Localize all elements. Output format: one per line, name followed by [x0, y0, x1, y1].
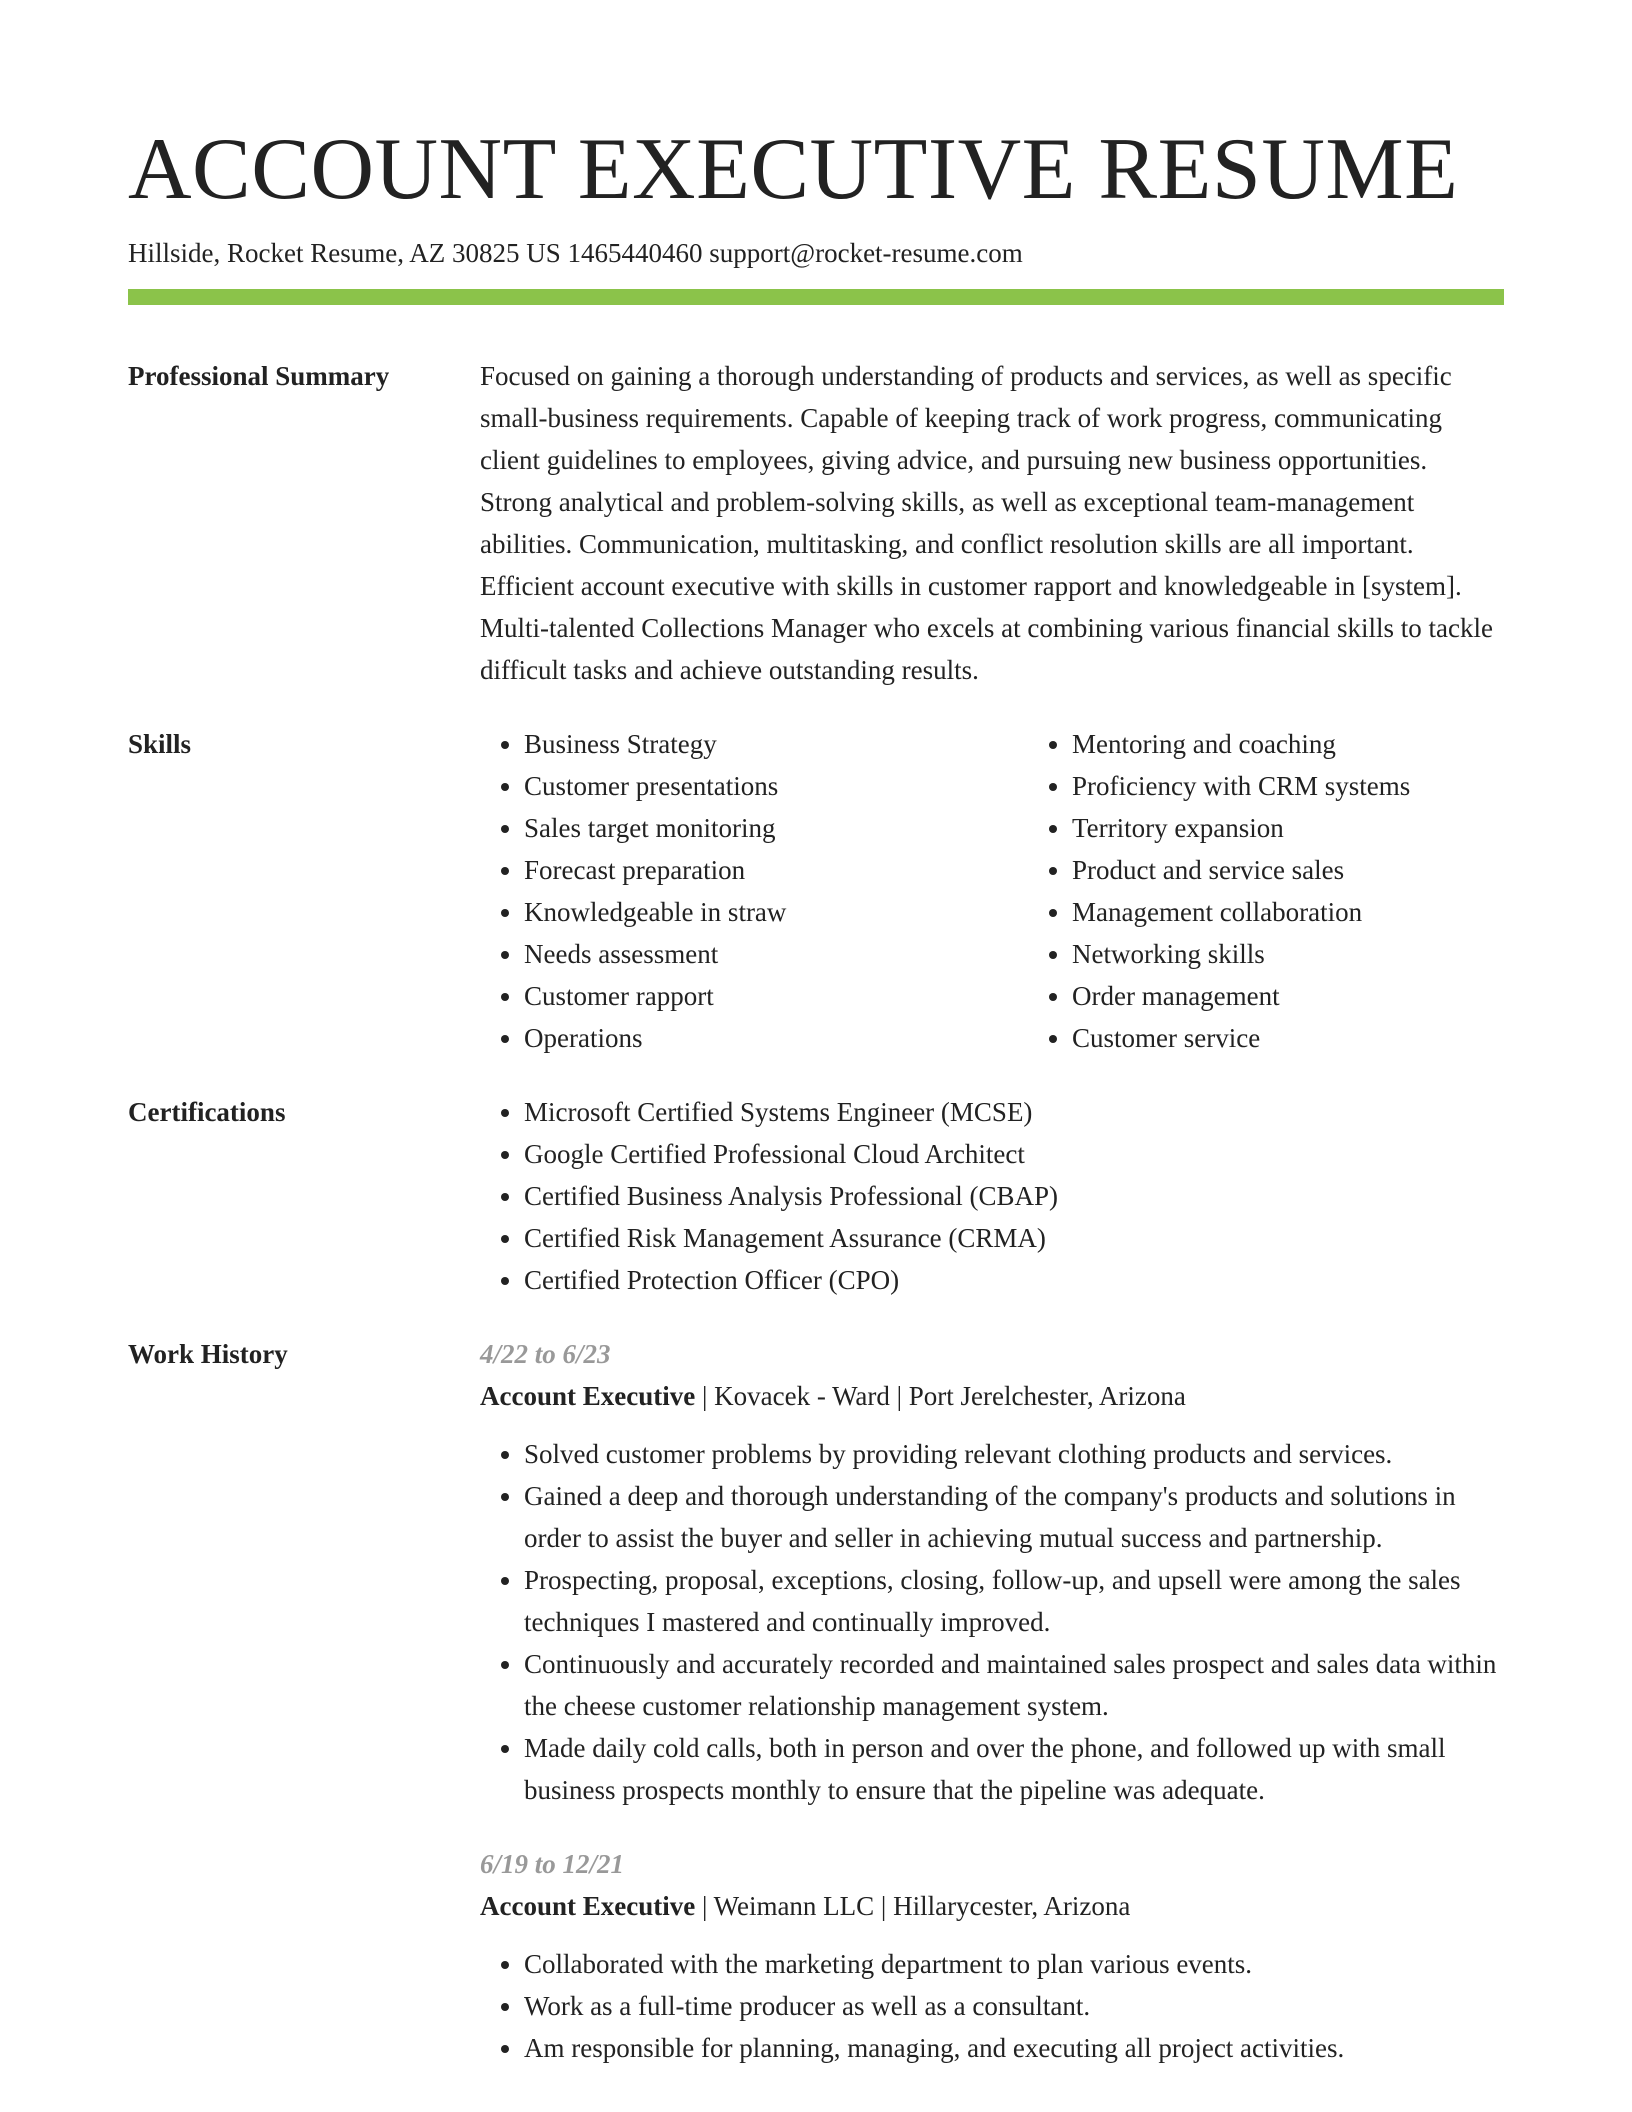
skill-item: • Management collaboration: [1072, 891, 1572, 933]
skill-item: • Customer service: [1072, 1017, 1572, 1059]
certifications-list: [480, 1091, 1504, 1301]
section-label-summary: Professional Summary: [128, 361, 390, 391]
skill-item: • Sales target monitoring: [524, 807, 1028, 849]
resume-title: ACCOUNT EXECUTIVE RESUME: [128, 121, 1459, 218]
job-bullet: • Solved customer problems by providing relevant clothing products and services.: [524, 1433, 1504, 1475]
job-bullet: • Am responsible for planning, managing, and executing all project activities.: [524, 2027, 1504, 2069]
job-employer-location: | Weimann LLC | Hillarycester, Arizona: [695, 1891, 1131, 1921]
certification-item: • Certified Risk Management Assurance (CRMA): [524, 1217, 1504, 1259]
job-bullets: [480, 1433, 1504, 1811]
skill-item: • Networking skills: [1072, 933, 1572, 975]
summary-text: Focused on gaining a thorough understanding of products and services, as well as specific small-business requirements. Capable of keeping track of work progress, communicating client guidelines to employees, giving advice, and pursuing new business opportunities. Strong analytical and problem-solving skills, as well as exceptional team-management abilities. Communication, multitasking, and conflict resolution skills are all important. Efficient account executive with skills in customer rapport and knowledgeable in [system]. Multi-talented Collections Manager who excels at combining various financial skills to tackle difficult tasks and achieve outstanding results.: [480, 361, 1493, 685]
accent-divider: [128, 289, 1504, 305]
skill-item: • Order management: [1072, 975, 1572, 1017]
job-bullet: • Continuously and accurately recorded and maintained sales prospect and sales data within the cheese customer relationship management system.: [524, 1643, 1504, 1727]
job-title: Account Executive: [480, 1381, 696, 1411]
job-title: Account Executive: [480, 1891, 696, 1921]
job-heading: [480, 1885, 1504, 1927]
certification-item: • Certified Business Analysis Professional (CBAP): [524, 1175, 1504, 1217]
job-heading: [480, 1375, 1504, 1417]
skill-item: • Proficiency with CRM systems: [1072, 765, 1572, 807]
job-bullet: • Gained a deep and thorough understanding of the company's products and solutions in order to assist the buyer and seller in achieving mutual success and partnership.: [524, 1475, 1504, 1559]
work-history-section: [128, 1333, 1504, 2069]
skill-item: • Needs assessment: [524, 933, 1028, 975]
job-dates: 4/22 to 6/23: [480, 1339, 611, 1369]
skill-item: • Forecast preparation: [524, 849, 1028, 891]
job-entry: [480, 1843, 1504, 2069]
summary-section: [128, 355, 1504, 691]
skill-item: • Territory expansion: [1072, 807, 1572, 849]
skills-list-left: [480, 723, 1028, 1059]
section-label-work-history: Work History: [128, 1339, 288, 1369]
job-bullet: • Prospecting, proposal, exceptions, closing, follow-up, and upsell were among the sales techniques I mastered and continually improved.: [524, 1559, 1504, 1643]
skill-item: • Mentoring and coaching: [1072, 723, 1572, 765]
section-label-certifications: Certifications: [128, 1097, 286, 1127]
contact-line: Hillside, Rocket Resume, AZ 30825 US 1465440460 support@rocket-resume.com: [128, 238, 1023, 268]
job-bullet: • Made daily cold calls, both in person and over the phone, and followed up with small business prospects monthly to ensure that the pipeline was adequate.: [524, 1727, 1504, 1811]
skill-item: • Customer presentations: [524, 765, 1028, 807]
certification-item: • Microsoft Certified Systems Engineer (MCSE): [524, 1091, 1504, 1133]
job-dates: 6/19 to 12/21: [480, 1849, 625, 1879]
job-entry: [480, 1333, 1504, 1811]
skills-section: [128, 723, 1504, 1059]
job-bullets: [480, 1943, 1504, 2069]
skills-list-right: [1028, 723, 1572, 1059]
section-label-skills: Skills: [128, 729, 192, 759]
job-employer-location: | Kovacek - Ward | Port Jerelchester, Arizona: [695, 1381, 1186, 1411]
resume-page: [128, 118, 1504, 2069]
skill-item: • Product and service sales: [1072, 849, 1572, 891]
skill-item: • Customer rapport: [524, 975, 1028, 1017]
skills-columns: [480, 723, 1572, 1059]
certification-item: • Certified Protection Officer (CPO): [524, 1259, 1504, 1301]
job-bullet: • Collaborated with the marketing department to plan various events.: [524, 1943, 1504, 1985]
certification-item: • Google Certified Professional Cloud Architect: [524, 1133, 1504, 1175]
skill-item: • Knowledgeable in straw: [524, 891, 1028, 933]
skill-item: • Operations: [524, 1017, 1028, 1059]
job-bullet: • Work as a full-time producer as well as a consultant.: [524, 1985, 1504, 2027]
skill-item: • Business Strategy: [524, 723, 1028, 765]
certifications-section: [128, 1091, 1504, 1301]
